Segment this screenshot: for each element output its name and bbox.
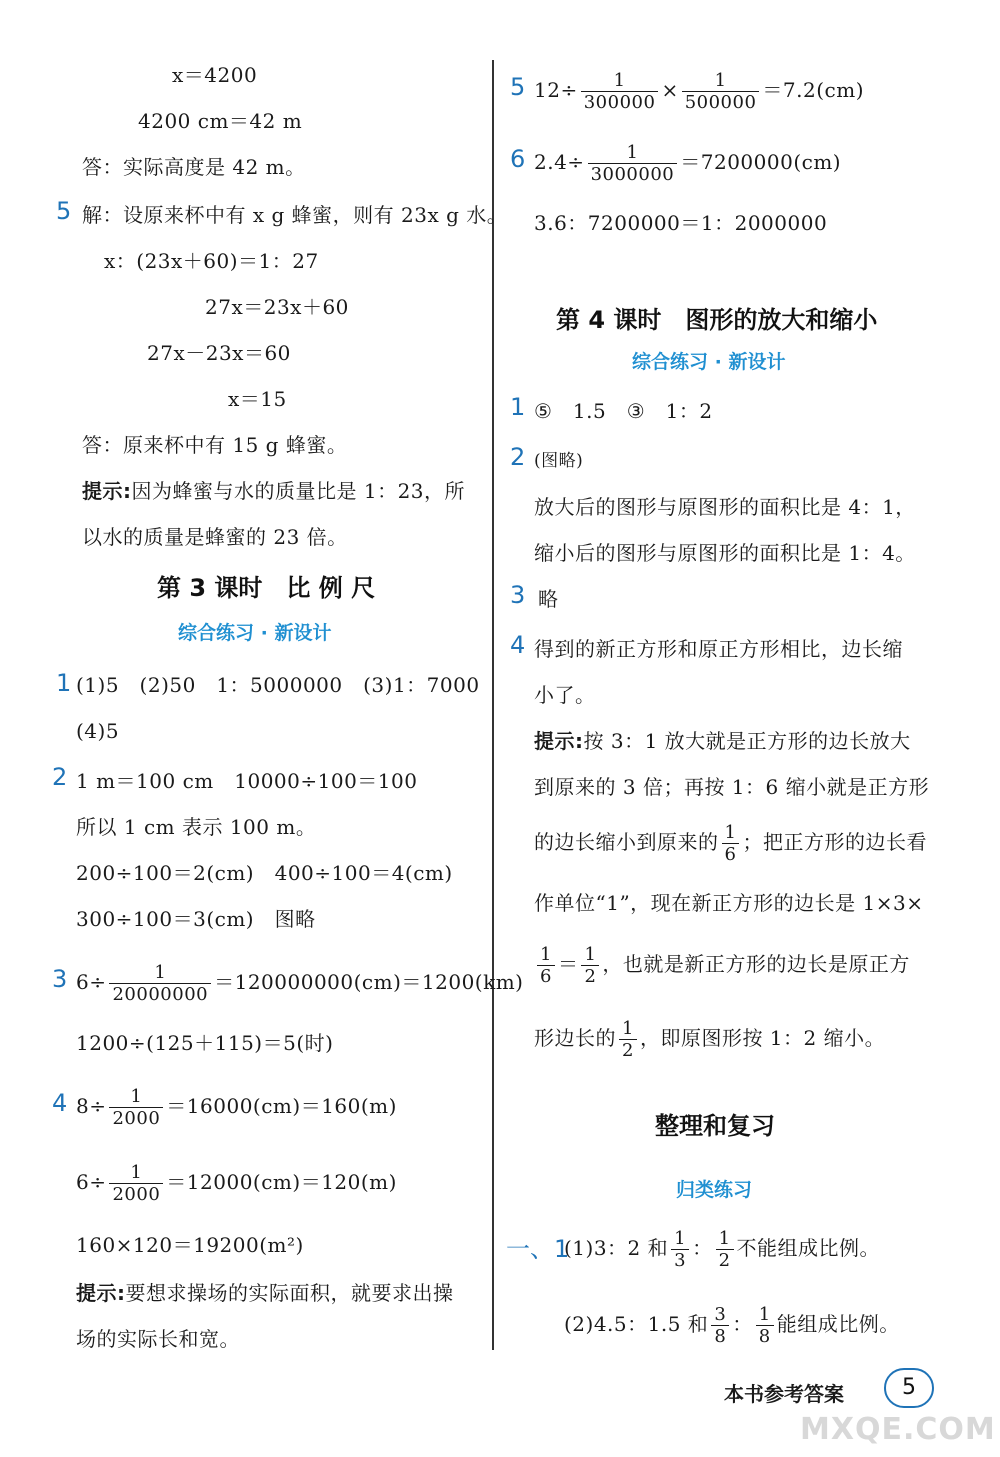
question-number: 5 — [56, 197, 72, 225]
answer-line: (1)5 (2)50 1：5000000 (3)1：7000 — [76, 673, 480, 697]
hint-line: 到原来的 3 倍；再按 1：6 缩小就是正方形 — [534, 775, 930, 799]
denominator: 6 — [724, 844, 737, 865]
answer-line — [564, 1302, 900, 1347]
fraction — [109, 1162, 163, 1205]
question-number: 1 — [510, 393, 526, 421]
answer-line: 1 m＝100 cm 10000÷100＝100 — [76, 769, 418, 793]
answer-line: 得到的新正方形和原正方形相比，边长缩 — [534, 637, 903, 661]
answer-line: 200÷100＝2(cm) 400÷100＝4(cm) — [76, 861, 453, 885]
hint-line — [534, 820, 927, 865]
hint-line — [82, 478, 465, 504]
fraction — [756, 1304, 774, 1347]
numerator: 1 — [671, 1228, 689, 1250]
expr-text: ： — [732, 1312, 753, 1336]
question-number: 一、1 — [506, 1235, 570, 1263]
answer-text: 不能组成比例。 — [736, 1236, 881, 1260]
answer-line: 小了。 — [534, 683, 596, 707]
numerator: 3 — [711, 1304, 729, 1326]
answer-line: 1200÷(125＋115)＝5(时) — [76, 1031, 334, 1055]
equation-line: 27x＝23x＋60 — [205, 295, 349, 319]
hint-label: 提示: — [82, 479, 132, 503]
fraction — [588, 142, 678, 185]
denominator: 2 — [584, 966, 597, 987]
question-number: 4 — [510, 631, 526, 659]
answer-line: 答：实际高度是 42 m。 — [82, 155, 306, 179]
hint-text: 因为蜂蜜与水的质量比是 1：23，所 — [131, 479, 466, 503]
numerator: 1 — [716, 1228, 734, 1250]
hint-label: 提示: — [76, 1281, 126, 1305]
fraction — [722, 822, 740, 865]
expr-text: 12÷ — [534, 78, 578, 102]
denominator: 3000000 — [590, 164, 675, 185]
answer-text: (2)4.5：1.5 和 — [564, 1312, 709, 1336]
hint-text: ；把正方形的边长看 — [742, 830, 927, 854]
answer-line: (图略) — [534, 451, 584, 471]
solution-line: 解：设原来杯中有 x g 蜂蜜，则有 23x g 水。 — [82, 203, 508, 227]
fraction — [619, 1018, 637, 1061]
denominator: 2 — [622, 1040, 634, 1061]
denominator: 6 — [540, 966, 552, 987]
expr-text: × — [661, 78, 679, 102]
expr-text: ＝7200000(cm) — [680, 150, 842, 174]
answer-line: 160×120＝19200(m²) — [76, 1233, 304, 1257]
denominator: 8 — [758, 1326, 771, 1347]
question-number: 2 — [510, 443, 526, 471]
denominator: 20000000 — [112, 984, 209, 1005]
question-number: 3 — [52, 965, 68, 993]
question-number: 6 — [510, 145, 526, 173]
expr-text: 2.4÷ — [534, 150, 585, 174]
denominator: 2000 — [112, 1184, 161, 1205]
answer-text: 能组成比例。 — [776, 1312, 900, 1336]
question-number: 2 — [52, 763, 68, 791]
fraction — [109, 1086, 163, 1129]
hint-text: 按 3：1 放大就是正方形的边长放大 — [583, 729, 911, 753]
question-number: 4 — [52, 1089, 68, 1117]
denominator: 3 — [674, 1250, 687, 1271]
fraction — [671, 1228, 689, 1271]
answer-line: (4)5 — [76, 719, 120, 743]
denominator: 2 — [718, 1250, 731, 1271]
section-subtitle: 综合练习 · 新设计 — [632, 351, 786, 373]
numerator: 1 — [722, 822, 740, 844]
page-number: 5 — [884, 1368, 934, 1408]
denominator: 300000 — [583, 92, 656, 113]
hint-text: ，也就是新正方形的边长是原正方 — [602, 952, 910, 976]
hint-line — [534, 1016, 885, 1061]
fraction-equation — [76, 960, 524, 1005]
equation-line: 4200 cm＝42 m — [138, 109, 303, 133]
fraction — [109, 962, 211, 1005]
question-number: 5 — [510, 73, 526, 101]
column-divider — [492, 60, 494, 1350]
question-number: 3 — [510, 581, 526, 609]
fraction-equation — [76, 1084, 397, 1129]
hint-line: 以水的质量是蜂蜜的 23 倍。 — [82, 525, 348, 549]
fraction — [716, 1228, 734, 1271]
numerator: 1 — [109, 1086, 163, 1108]
hint-text: 的边长缩小到原来的 — [534, 830, 719, 854]
numerator: 1 — [756, 1304, 774, 1326]
hint-line — [76, 1280, 454, 1306]
expr-text: ： — [692, 1236, 713, 1260]
expr-text: 6÷ — [76, 1170, 107, 1194]
answer-line: 缩小后的图形与原图形的面积比是 1：4。 — [534, 541, 916, 565]
answer-text: (1)3：2 和 — [564, 1236, 669, 1260]
answer-line: 答：原来杯中有 15 g 蜂蜜。 — [82, 433, 348, 457]
expr-text: ＝12000(cm)＝120(m) — [166, 1170, 397, 1194]
fraction — [581, 944, 599, 987]
answer-line: 3.6：7200000＝1：2000000 — [534, 211, 828, 235]
answer-line: 略 — [538, 587, 559, 611]
answer-line: ⑤ 1.5 ③ 1：2 — [534, 399, 713, 423]
numerator: 1 — [109, 962, 211, 984]
section-subtitle: 综合练习 · 新设计 — [178, 622, 332, 644]
question-number: 1 — [56, 669, 72, 697]
hint-label: 提示: — [534, 729, 584, 753]
hint-line — [534, 942, 910, 987]
fraction-equation — [76, 1160, 397, 1205]
hint-line — [534, 728, 911, 754]
expr-text: ＝16000(cm)＝160(m) — [166, 1094, 397, 1118]
numerator: 1 — [588, 142, 678, 164]
lesson-title: 第 3 课时 比 例 尺 — [157, 574, 376, 602]
numerator: 1 — [537, 944, 555, 966]
section-title: 整理和复习 — [655, 1112, 775, 1140]
equation-line: 27x－23x＝60 — [147, 341, 291, 365]
equation-line: x＝4200 — [172, 63, 258, 87]
numerator: 1 — [619, 1018, 637, 1040]
answer-line: 放大后的图形与原图形的面积比是 4：1， — [534, 495, 916, 519]
hint-text: 要想求操场的实际面积，就要求出操 — [125, 1281, 454, 1305]
numerator: 1 — [109, 1162, 163, 1184]
answer-line: 所以 1 cm 表示 100 m。 — [76, 815, 317, 839]
denominator: 500000 — [684, 92, 757, 113]
denominator: 8 — [714, 1326, 727, 1347]
expr-text: ＝7.2(cm) — [762, 78, 864, 102]
numerator: 1 — [581, 70, 659, 92]
fraction — [537, 944, 555, 987]
expr-text: ＝120000000(cm)＝1200(km) — [214, 970, 524, 994]
fraction — [682, 70, 760, 113]
denominator: 2000 — [112, 1108, 161, 1129]
equation-line: x：(23x＋60)＝1：27 — [104, 249, 319, 273]
fraction-equation — [534, 140, 841, 185]
hint-text: 形边长的 — [534, 1026, 616, 1050]
watermark: MXQE.COM — [800, 1412, 996, 1447]
hint-text: ，即原图形按 1：2 缩小。 — [639, 1026, 886, 1050]
numerator: 1 — [682, 70, 760, 92]
section-subtitle: 归类练习 — [676, 1179, 753, 1201]
numerator: 1 — [581, 944, 599, 966]
expr-text: ＝ — [557, 952, 579, 976]
fraction — [581, 70, 659, 113]
fraction — [711, 1304, 729, 1347]
answer-line — [564, 1226, 880, 1271]
lesson-title: 第 4 课时 图形的放大和缩小 — [556, 306, 878, 334]
hint-line: 作单位“1”，现在新正方形的边长是 1×3× — [534, 891, 924, 915]
equation-line: x＝15 — [228, 387, 287, 411]
expr-text: 6÷ — [76, 970, 107, 994]
answer-line: 300÷100＝3(cm) 图略 — [76, 907, 316, 931]
fraction-equation — [534, 68, 864, 113]
hint-line: 场的实际长和宽。 — [76, 1327, 240, 1351]
footer-title: 本书参考答案 — [724, 1382, 844, 1406]
expr-text: 8÷ — [76, 1094, 107, 1118]
